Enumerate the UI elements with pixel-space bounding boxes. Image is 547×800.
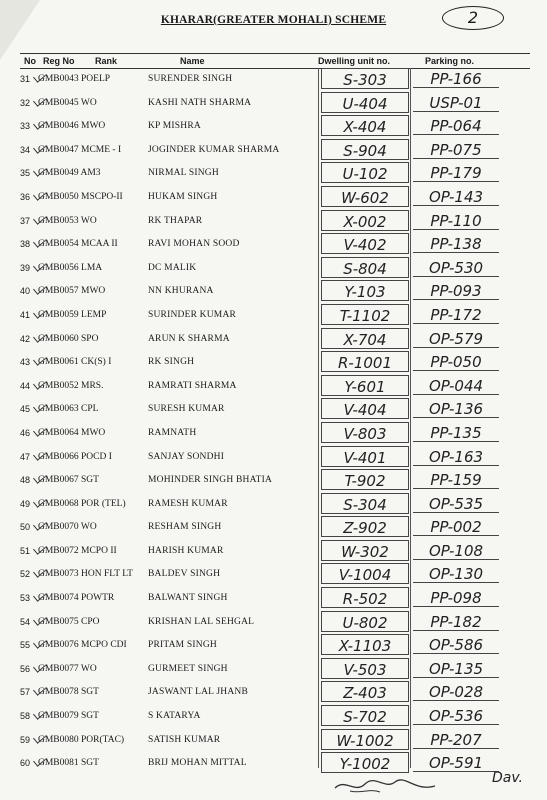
row-sno: 53 <box>19 593 30 604</box>
row-sno: 47 <box>19 451 30 462</box>
row-sno: 49 <box>19 498 30 509</box>
row-sno: 56 <box>19 663 30 674</box>
row-sno: 39 <box>19 262 30 273</box>
table-row <box>0 752 547 776</box>
row-parking-no: PP-138 <box>413 233 499 253</box>
row-parking-no: OP-530 <box>413 257 499 277</box>
row-name: BRIJ MOHAN MITTAL <box>148 758 247 769</box>
row-parking-no: PP-050 <box>413 351 499 371</box>
row-reg-rank: GMB0066 POCD I <box>38 451 112 462</box>
row-name: HUKAM SINGH <box>148 191 218 202</box>
row-reg-rank: GMB0050 MSCPO-II <box>38 191 123 202</box>
header-name: Name <box>180 56 205 66</box>
row-name: RAMNATH <box>148 427 197 438</box>
row-dwelling-unit: U-802 <box>321 611 409 632</box>
row-name: SURENDER SINGH <box>148 74 233 84</box>
row-sno: 35 <box>19 168 30 179</box>
row-parking-no: OP-108 <box>413 540 499 560</box>
header-parking: Parking no. <box>425 56 475 66</box>
row-dwelling-unit: U-102 <box>321 162 409 183</box>
row-dwelling-unit: S-804 <box>321 257 409 278</box>
row-sno: 54 <box>19 616 30 627</box>
row-reg-rank: GMB0072 MCPO II <box>38 545 117 556</box>
row-dwelling-unit: W-602 <box>321 186 409 207</box>
header-reg-no: Reg No <box>43 56 75 66</box>
row-name: SATISH KUMAR <box>148 734 221 745</box>
row-name: RESHAM SINGH <box>148 522 222 533</box>
row-sno: 36 <box>19 191 30 202</box>
row-reg-rank: GMB0056 LMA <box>38 262 103 273</box>
row-name: BALDEV SINGH <box>148 569 221 580</box>
row-dwelling-unit: T-902 <box>321 469 409 490</box>
row-name: BALWANT SINGH <box>148 593 228 604</box>
row-parking-no: OP-044 <box>413 375 499 395</box>
row-reg-rank: GMB0061 CK(S) I <box>38 357 112 368</box>
table-row <box>0 233 547 257</box>
row-sno: 44 <box>19 380 30 391</box>
row-parking-no: PP-207 <box>413 729 499 749</box>
row-parking-no: OP-536 <box>413 705 499 725</box>
row-name: KP MISHRA <box>148 121 201 132</box>
table-row <box>0 68 547 92</box>
row-reg-rank: GMB0054 MCAA II <box>38 239 118 250</box>
row-sno: 50 <box>19 522 30 533</box>
row-sno: 34 <box>19 144 30 155</box>
table-row <box>0 210 547 234</box>
row-name: GURMEET SINGH <box>148 663 228 674</box>
row-reg-rank: GMB0052 MRS. <box>38 380 104 391</box>
row-dwelling-unit: V-402 <box>321 233 409 254</box>
row-sno: 55 <box>19 640 30 651</box>
row-name: RK THAPAR <box>148 215 203 226</box>
table-row <box>0 611 547 635</box>
row-reg-rank: GMB0057 MWO <box>38 286 106 297</box>
row-dwelling-unit: V-401 <box>321 446 409 467</box>
table-row <box>0 540 547 564</box>
row-dwelling-unit: W-302 <box>321 540 409 561</box>
row-name: NN KHURANA <box>148 286 214 297</box>
row-sno: 41 <box>19 309 30 320</box>
row-name: JOGINDER KUMAR SHARMA <box>148 144 280 155</box>
row-name: DC MALIK <box>148 262 197 273</box>
row-sno: 32 <box>19 97 30 108</box>
row-parking-no: PP-182 <box>413 611 499 631</box>
table-row <box>0 304 547 328</box>
table-row <box>0 398 547 422</box>
row-dwelling-unit: Y-1002 <box>321 752 409 773</box>
row-dwelling-unit: X-704 <box>321 328 409 349</box>
row-reg-rank: GMB0059 LEMP <box>38 309 107 320</box>
header-rank: Rank <box>95 56 118 66</box>
row-parking-no: PP-179 <box>413 162 499 182</box>
row-sno: 43 <box>19 357 30 368</box>
row-parking-no: OP-579 <box>413 328 499 348</box>
table-row <box>0 587 547 611</box>
table-row <box>0 422 547 446</box>
table-row <box>0 375 547 399</box>
row-sno: 31 <box>19 74 30 84</box>
row-reg-rank: GMB0043 POELP <box>38 74 111 84</box>
row-dwelling-unit: S-702 <box>321 705 409 726</box>
table-row <box>0 328 547 352</box>
row-dwelling-unit: S-304 <box>321 493 409 514</box>
row-dwelling-unit: V-803 <box>321 422 409 443</box>
row-parking-no: PP-110 <box>413 210 499 230</box>
row-parking-no: PP-159 <box>413 469 499 489</box>
row-parking-no: PP-002 <box>413 516 499 536</box>
row-reg-rank: GMB0045 WO <box>38 97 97 108</box>
table-row <box>0 162 547 186</box>
row-dwelling-unit: X-1103 <box>321 634 409 655</box>
table-row <box>0 92 547 116</box>
table-row <box>0 446 547 470</box>
row-parking-no: OP-130 <box>413 563 499 583</box>
row-sno: 37 <box>19 215 30 226</box>
row-dwelling-unit: Y-103 <box>321 280 409 301</box>
row-parking-no: OP-586 <box>413 634 499 654</box>
row-name: RAVI MOHAN SOOD <box>148 239 240 250</box>
row-reg-rank: GMB0053 WO <box>38 215 97 226</box>
row-parking-no: PP-093 <box>413 280 499 300</box>
table-row <box>0 681 547 705</box>
row-reg-rank: GMB0073 HON FLT LT <box>38 569 133 580</box>
row-sno: 38 <box>19 239 30 250</box>
row-parking-no: OP-135 <box>413 658 499 678</box>
row-reg-rank: GMB0080 POR(TAC) <box>38 734 125 745</box>
header-top-rule <box>20 53 530 54</box>
table-row <box>0 469 547 493</box>
row-name: ARUN K SHARMA <box>148 333 230 344</box>
row-reg-rank: GMB0068 POR (TEL) <box>38 498 126 509</box>
table-row <box>0 280 547 304</box>
row-reg-rank: GMB0064 MWO <box>38 427 106 438</box>
row-dwelling-unit: X-002 <box>321 210 409 231</box>
row-name: SURESH KUMAR <box>148 404 225 415</box>
row-parking-no: PP-135 <box>413 422 499 442</box>
row-dwelling-unit: U-404 <box>321 92 409 113</box>
row-parking-no: OP-591 <box>413 752 499 772</box>
row-name: S KATARYA <box>148 711 201 722</box>
row-parking-no: OP-143 <box>413 186 499 206</box>
row-parking-no: PP-075 <box>413 139 499 159</box>
table-row <box>0 634 547 658</box>
row-name: RAMRATI SHARMA <box>148 380 237 391</box>
folded-page-corner <box>0 0 40 60</box>
row-sno: 45 <box>19 404 30 415</box>
row-name: HARISH KUMAR <box>148 545 224 556</box>
row-sno: 46 <box>19 427 30 438</box>
table-row <box>0 257 547 281</box>
table-row <box>0 115 547 139</box>
row-dwelling-unit: Z-902 <box>321 516 409 537</box>
row-sno: 57 <box>19 687 30 698</box>
row-reg-rank: GMB0047 MCME - I <box>38 144 122 155</box>
row-sno: 33 <box>19 121 30 132</box>
row-dwelling-unit: T-1102 <box>321 304 409 325</box>
row-reg-rank: GMB0079 SGT <box>38 711 99 722</box>
table-row <box>0 139 547 163</box>
row-sno: 58 <box>19 711 30 722</box>
table-row <box>0 658 547 682</box>
row-parking-no: PP-098 <box>413 587 499 607</box>
row-name: MOHINDER SINGH BHATIA <box>148 475 273 486</box>
table-row <box>0 186 547 210</box>
row-reg-rank: GMB0046 MWO <box>38 121 106 132</box>
row-parking-no: OP-535 <box>413 493 499 513</box>
row-name: PRITAM SINGH <box>148 640 217 651</box>
row-sno: 42 <box>19 333 30 344</box>
row-dwelling-unit: X-404 <box>321 115 409 136</box>
page-number: 2 <box>442 6 504 30</box>
row-reg-rank: GMB0076 MCPO CDI <box>38 640 127 651</box>
table-row <box>0 351 547 375</box>
row-parking-no: PP-166 <box>413 68 499 88</box>
table-row <box>0 705 547 729</box>
row-name: KRISHAN LAL SEHGAL <box>148 616 255 627</box>
row-name: NIRMAL SINGH <box>148 168 219 179</box>
table-row <box>0 493 547 517</box>
row-name: RK SINGH <box>148 357 195 368</box>
row-sno: 59 <box>19 734 30 745</box>
row-dwelling-unit: R-1001 <box>321 351 409 372</box>
row-parking-no: OP-028 <box>413 681 499 701</box>
table-row <box>0 563 547 587</box>
row-name: JASWANT LAL JHANB <box>148 687 248 698</box>
row-sno: 48 <box>19 475 30 486</box>
row-sno: 60 <box>19 758 30 769</box>
handwritten-signature <box>330 776 440 796</box>
row-dwelling-unit: R-502 <box>321 587 409 608</box>
row-reg-rank: GMB0077 WO <box>38 663 97 674</box>
table-row <box>0 516 547 540</box>
row-name: SURINDER KUMAR <box>148 309 237 320</box>
row-reg-rank: GMB0078 SGT <box>38 687 99 698</box>
row-reg-rank: GMB0063 CPL <box>38 404 99 415</box>
row-reg-rank: GMB0075 CPO <box>38 616 100 627</box>
row-sno: 51 <box>19 545 30 556</box>
row-sno: 52 <box>19 569 30 580</box>
row-reg-rank: GMB0060 SPO <box>38 333 99 344</box>
row-reg-rank: GMB0081 SGT <box>38 758 99 769</box>
row-name: SANJAY SONDHI <box>148 451 225 462</box>
row-dwelling-unit: Z-403 <box>321 681 409 702</box>
header-sno: No <box>24 56 36 66</box>
row-parking-no: PP-064 <box>413 115 499 135</box>
row-parking-no: PP-172 <box>413 304 499 324</box>
row-parking-no: OP-136 <box>413 398 499 418</box>
row-name: RAMESH KUMAR <box>148 498 228 509</box>
row-reg-rank: GMB0070 WO <box>38 522 97 533</box>
table-row <box>0 729 547 753</box>
row-reg-rank: GMB0074 POWTR <box>38 593 115 604</box>
row-dwelling-unit: W-1002 <box>321 729 409 750</box>
header-dwelling: Dwelling unit no. <box>318 56 390 66</box>
page-title: KHARAR(GREATER MOHALI) SCHEME <box>160 14 387 26</box>
row-dwelling-unit: S-303 <box>321 68 409 89</box>
row-parking-no: USP-01 <box>413 92 499 112</box>
row-dwelling-unit: V-1004 <box>321 563 409 584</box>
row-dwelling-unit: Y-601 <box>321 375 409 396</box>
row-sno: 40 <box>19 286 30 297</box>
row-parking-no: OP-163 <box>413 446 499 466</box>
row-dwelling-unit: S-904 <box>321 139 409 160</box>
row-dwelling-unit: V-503 <box>321 658 409 679</box>
row-name: KASHI NATH SHARMA <box>148 97 252 108</box>
handwritten-initials: Dav. <box>492 770 523 786</box>
row-reg-rank: GMB0049 AM3 <box>38 168 101 179</box>
allotment-table <box>0 68 547 776</box>
row-dwelling-unit: V-404 <box>321 398 409 419</box>
row-reg-rank: GMB0067 SGT <box>38 475 99 486</box>
